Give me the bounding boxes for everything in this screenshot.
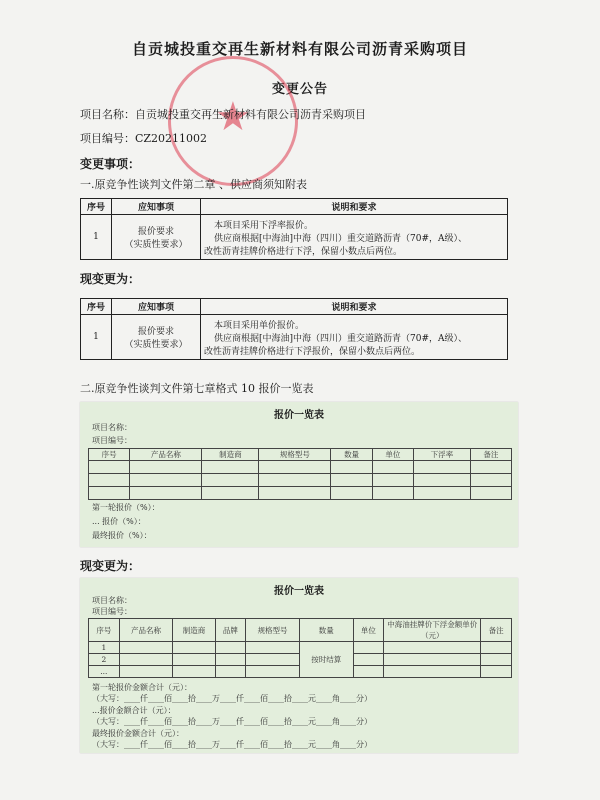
table-header-row (89, 619, 512, 642)
new-footer-line: 最终报价金额合计（元）： (92, 729, 184, 738)
table-row (89, 461, 512, 474)
project-name-line: 项目名称：自贡城投重交再生新材料有限公司沥青采购项目 (80, 108, 366, 121)
col-header: 序号 (89, 619, 120, 642)
col-header: 制造商 (173, 619, 215, 642)
col-no: 序号 (81, 299, 112, 315)
row-desc (201, 215, 508, 260)
col-header: 规格型号 (259, 449, 331, 461)
col-header: 品牌 (215, 619, 246, 642)
change2-heading: 二.原竞争性谈判文件第七章格式 10 报价一览表 (80, 382, 314, 395)
row-no: 1 (89, 642, 120, 654)
old-footer-line: 最终报价（%）： (92, 531, 152, 540)
document-title: 自贡城投重交再生新材料有限公司沥青采购项目 (131, 40, 468, 58)
document-subtitle: 变更公告 (271, 82, 328, 97)
item-line2: （实质性要求） (124, 240, 188, 250)
new-footer-line: ...报价金额合计（元）： (92, 706, 176, 715)
col-desc: 说明和要求 (201, 299, 508, 315)
table-row (89, 474, 512, 487)
new-footer-line: （大写：____仟____佰____拾____万____仟____佰____拾____元____角____分） (92, 717, 372, 726)
col-header: 序号 (89, 449, 130, 461)
new-requirements-table (80, 298, 508, 360)
col-header: 备注 (481, 619, 512, 642)
desc-line1: 本项目采用下浮率报价。 (214, 220, 314, 231)
col-header: 数量 (299, 619, 353, 642)
original-quote-form (80, 402, 518, 547)
seal-star-icon: ★ (215, 94, 251, 140)
col-item: 应知事项 (112, 299, 201, 315)
original-quote-table (88, 448, 512, 500)
qty-note: 按时结算 (299, 642, 353, 678)
col-header: 单位 (372, 449, 413, 461)
table-header-row (89, 449, 512, 461)
quote-form-code-label: 项目编号： (92, 607, 132, 616)
row-no: 1 (81, 315, 112, 360)
row-no: ... (89, 666, 120, 678)
table-header-row (81, 199, 508, 215)
table-row (81, 215, 508, 260)
table-row (81, 315, 508, 360)
col-header: 数量 (331, 449, 372, 461)
desc-line3: 改性沥青挂牌价格进行下浮，保留小数点后两位。 (204, 246, 403, 257)
quote-form-code-label: 项目编号： (92, 436, 132, 445)
changes-heading: 变更事项： (80, 157, 141, 171)
row-desc (201, 315, 508, 360)
new-footer-line: （大写：____仟____佰____拾____万____仟____佰____拾____元____角____分） (92, 694, 372, 703)
col-header: 产品名称 (119, 619, 173, 642)
item-line1: 报价要求 (137, 227, 174, 237)
col-header: 产品名称 (130, 449, 202, 461)
new-footer-line: 第一轮报价金额合计（元）： (92, 683, 192, 692)
old-footer-line: 第一轮报价（%）： (92, 503, 160, 512)
item-line1: 报价要求 (137, 327, 174, 337)
quote-form-title: 报价一览表 (274, 410, 324, 421)
desc-line2: 供应商根据[中海油]中海（四川）重交道路沥青（70#，A级）、 (214, 333, 468, 344)
col-header: 规格型号 (246, 619, 300, 642)
col-item: 应知事项 (112, 199, 201, 215)
col-header: 备注 (470, 449, 511, 461)
quote-form-name-label: 项目名称： (92, 596, 132, 605)
new-quote-form (80, 578, 518, 753)
table-row (89, 642, 512, 654)
desc-line1: 本项目采用单价报价。 (214, 320, 305, 331)
item-line2: （实质性要求） (124, 340, 188, 350)
col-header: 制造商 (202, 449, 259, 461)
row-no: 2 (89, 654, 120, 666)
original-requirements-table (80, 198, 508, 260)
col-desc: 说明和要求 (201, 199, 508, 215)
old-footer-line: ... 报价（%）： (92, 517, 146, 526)
quote-form-title: 报价一览表 (274, 586, 324, 597)
col-no: 序号 (81, 199, 112, 215)
new-footer-line: （大写：____仟____佰____拾____万____仟____佰____拾____元____角____分） (92, 740, 372, 749)
table-row (89, 487, 512, 500)
desc-line3: 改性沥青挂牌价格进行下浮报价，保留小数点后两位。 (204, 346, 421, 357)
change1-heading: 一.原竞争性谈判文件第二章 、供应商须知附表 (80, 178, 307, 191)
col-header: 下浮率 (413, 449, 470, 461)
now-changed-label-2: 现变更为： (80, 559, 141, 573)
now-changed-label-1: 现变更为： (80, 272, 141, 286)
table-header-row (81, 299, 508, 315)
col-header: 单位 (353, 619, 384, 642)
new-quote-table (88, 618, 512, 678)
row-no: 1 (81, 215, 112, 260)
row-item (112, 215, 201, 260)
quote-form-name-label: 项目名称： (92, 423, 132, 432)
row-item (112, 315, 201, 360)
project-code-line: 项目编号：CZ20211002 (80, 132, 208, 145)
desc-line2: 供应商根据[中海油]中海（四川）重交道路沥青（70#，A级）、 (214, 233, 468, 244)
col-header: 中海油挂牌价下浮金额单价（元） (384, 619, 481, 642)
